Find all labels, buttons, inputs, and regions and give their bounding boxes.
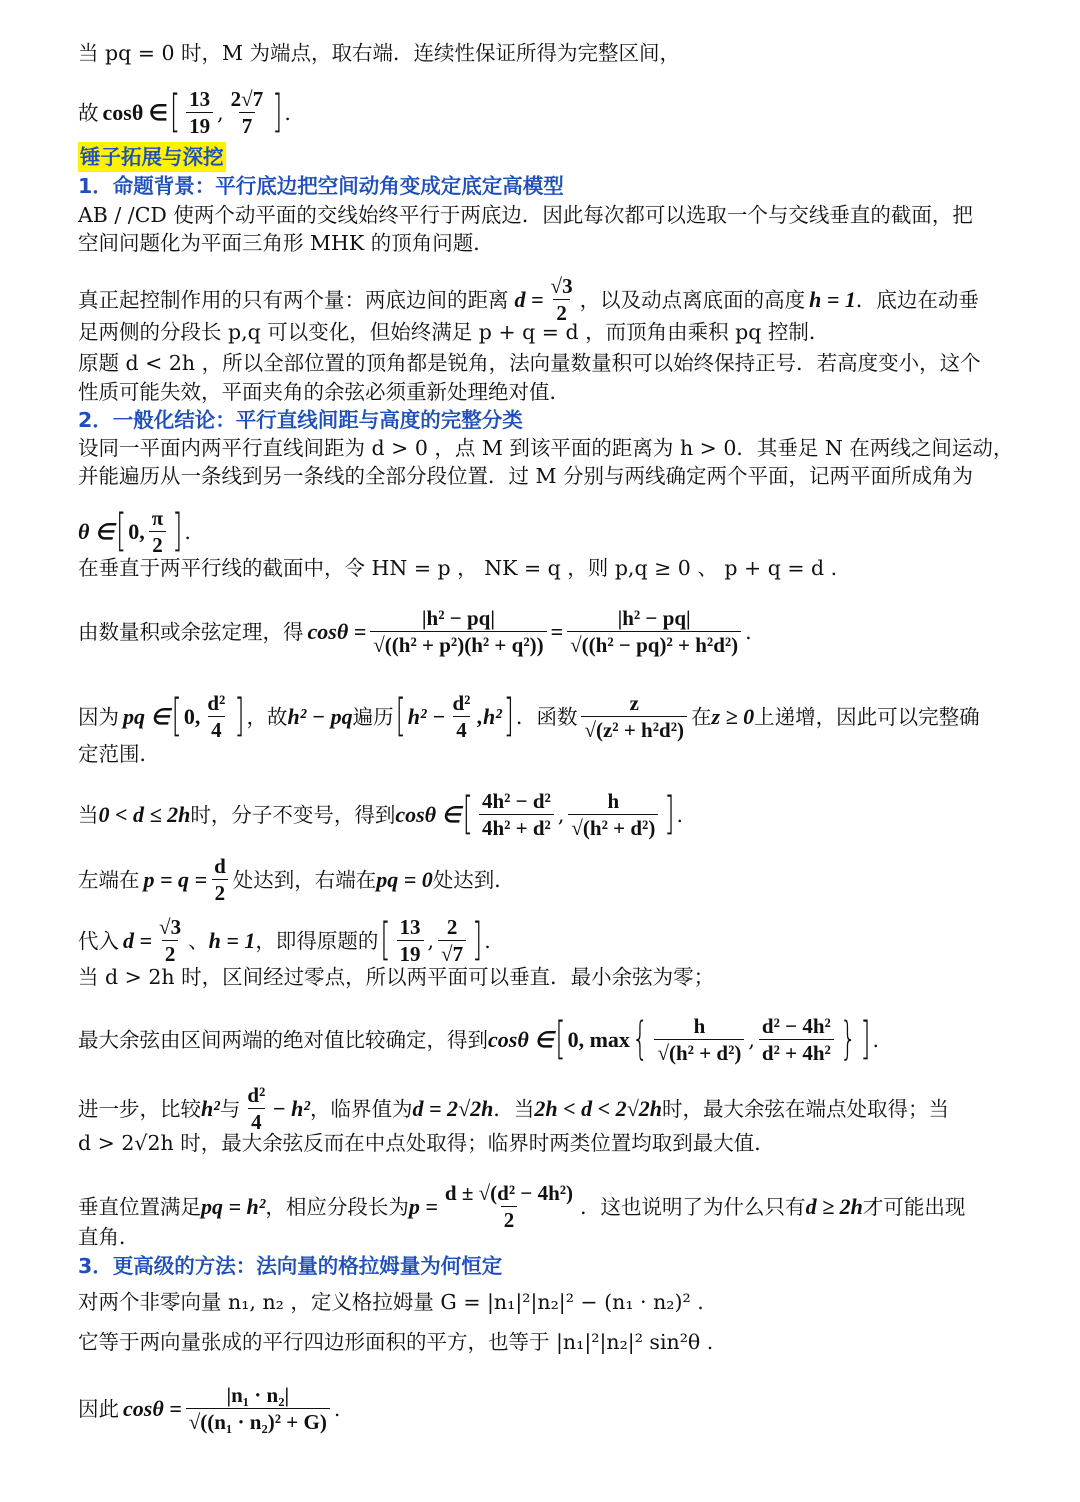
text-line (78, 853, 1038, 906)
text: . (484, 928, 491, 953)
fraction: $\frac{\text{d²}}{4}$ (207, 691, 226, 742)
heading-3: 3．更高级的方法：法向量的格拉姆量为何恒定 (78, 1254, 503, 1278)
fraction: $\frac{\text{d² − 4h²}}{\text{d² + 4h²}}$ (759, 1013, 834, 1066)
bracket: ] (272, 87, 283, 138)
text-line (78, 1222, 1038, 1252)
text-line (78, 739, 1038, 769)
bracket: } (839, 1014, 857, 1065)
math: h = 1 (809, 286, 856, 312)
text-line (78, 200, 1038, 230)
text-line (78, 461, 1038, 491)
text: . (745, 619, 752, 644)
text: . (872, 1027, 880, 1052)
math: z ≥ 0 (711, 703, 755, 729)
math: cosθ ∈ (488, 1026, 554, 1052)
math: d ≥ 2h (805, 1193, 863, 1219)
bracket: [ (171, 691, 182, 742)
text: ．函数 (515, 704, 578, 729)
text-line: 最大余弦由区间两端的绝对值比较确定，得到 cosθ ∈ [ 0, max { $\frac{h}{\text{√(h² + d²)}}$ , $\frac{\text{d² − 4h²}}{\text{d² + 4h²}}$ } ] . (78, 1014, 880, 1065)
section-heading (78, 1251, 1038, 1281)
fraction: $\frac{\text{d ± √(d² − 4h²)}}{2}$ (444, 1181, 574, 1232)
fraction: $\frac{\text{|h² − pq|}}{\text{√((h² + p²)(h² + q²))}}$ (370, 605, 546, 658)
text-line: 代入 d = $\frac{√3}{2}$ 、 h = 1 ，即得原题的 [ $\frac{13}{19}$ , $\frac{2}{√7}$ ] . (78, 915, 491, 966)
text: 真正起控制作用的只有两个量：两底边间的距离 (78, 287, 509, 312)
bracket: [ (116, 506, 127, 557)
text: ．当 (493, 1096, 535, 1121)
text: 在 (691, 704, 712, 729)
math: h² − (407, 703, 446, 729)
text: ，临界值为 (310, 1096, 413, 1121)
bracket: ] (664, 789, 675, 840)
math: 0, max (567, 1026, 630, 1052)
text-line (78, 1382, 1038, 1435)
fraction: $\frac{h}{\text{√(h² + d²)}}$ (568, 788, 658, 841)
text: ，以及动点离底面的高度 (579, 287, 806, 312)
math: p = q = (143, 866, 208, 892)
math: h² (201, 1095, 220, 1121)
bracket: [ (555, 1014, 566, 1065)
math: pq ∈ (123, 703, 170, 729)
text: . (184, 519, 191, 544)
text: 因此 (78, 1396, 119, 1421)
math: cosθ = (123, 1395, 182, 1421)
text: 当 d > 2h 时，区间经过零点，所以两平面可以垂直．最小余弦为零； (78, 965, 715, 989)
text: ．这也说明了为什么只有 (580, 1194, 806, 1219)
text: 遍历 (352, 704, 394, 729)
text: ．底边在动垂 (855, 287, 979, 312)
math: h = 1 (208, 927, 256, 953)
math: 0, (128, 518, 145, 544)
fraction: $\frac{\text{d²}}{4}$ (452, 691, 471, 742)
text-line: 故 cosθ ∈ [ $\frac{13}{19}$ , $\frac{2√7}{7}$ ] . (78, 87, 291, 138)
bracket: ] (472, 915, 483, 966)
bracket: [ (462, 789, 473, 840)
text: 处达到． (432, 867, 515, 892)
text: . (333, 1396, 341, 1421)
text-line (78, 553, 1038, 583)
math: pq = 0 (376, 866, 433, 892)
section-heading (78, 405, 1038, 435)
fraction: $\frac{h}{\text{√(h² + d²)}}$ (654, 1013, 744, 1066)
text: 由数量积或余弦定理，得 (78, 619, 304, 644)
text: 代入 (78, 928, 119, 953)
section-heading (78, 171, 1038, 201)
math: θ ∈ (78, 518, 115, 544)
bracket: [ (380, 915, 391, 966)
text: AB / /CD 使两个动平面的交线始终平行于两底边．因此每次都可以选取一个与交线垂直的截面，把 (78, 203, 973, 227)
fraction: $\frac{√3}{2}$ (159, 915, 182, 966)
text: 当 (78, 802, 99, 827)
text: d > 2√2h 时，最大余弦反而在中点处取得；临界时两类位置均取到最大值． (78, 1131, 775, 1155)
text: 在垂直于两平行线的截面中，令 HN = p ， NK = q ，则 p,q ≥ 0 、 p + q = d . (78, 556, 838, 580)
text: 最大余弦由区间两端的绝对值比较确定，得到 (78, 1027, 488, 1052)
text: 处达到，右端在 (232, 867, 377, 892)
text: 足两侧的分段长 p,q 可以变化，但始终满足 p + q = d ，而顶角由乘积 pq 控制． (78, 320, 830, 344)
math: d = (123, 927, 153, 953)
math: − h² (272, 1095, 310, 1121)
text: 直角． (78, 1225, 140, 1249)
text-line (78, 1128, 1038, 1158)
math: ,h² (477, 703, 502, 729)
bracket: [ (395, 691, 406, 742)
heading-1: 1．命题背景：平行底边把空间动角变成定底定高模型 (78, 174, 564, 198)
text-line (78, 1327, 1038, 1357)
text-line: 当 0 < d ≤ 2h 时，分子不变号，得到 cosθ ∈ [ $\frac{\text{4h² − d²}}{\text{4h² + d²}}$ , $\frac{h}{\text{√(h² + d²)}}$ ] . (78, 789, 684, 840)
text: 故 (78, 100, 99, 125)
text: 才可能出现 (862, 1194, 966, 1219)
math: = (550, 618, 564, 644)
fraction: $\frac{√3}{2}$ (550, 274, 573, 325)
text: 设同一平面内两平行直线间距为 d > 0 ，点 M 到该平面的距离为 h > 0．其垂足 N 在两线之间运动， (78, 436, 1014, 460)
heading-2: 2．一般化结论：平行直线间距与高度的完整分类 (78, 408, 523, 432)
fraction: $\frac{d}{2}$ (211, 853, 229, 906)
math: cosθ ∈ (395, 801, 461, 827)
fraction: $\frac{2}{√7}$ (438, 914, 466, 967)
section-highlight (78, 142, 1038, 172)
text-line (78, 433, 1038, 463)
fraction: $\frac{\text{|n₁ · n₂|}}{\text{√((n₁ · n₂)² + G)}}$ (186, 1382, 330, 1435)
fraction: $\frac{2√7}{7}$ (230, 87, 264, 138)
math: h² − pq (287, 703, 353, 729)
math: cosθ ∈ (102, 99, 168, 125)
text: ，即得原题的 (255, 928, 379, 953)
fraction: $\frac{\text{|h² − pq|}}{\text{√((h² − pq)² + h²d²)}}$ (567, 605, 741, 658)
bracket: { (631, 1014, 649, 1065)
bracket: [ (169, 87, 181, 138)
text-line (78, 1287, 1038, 1317)
text: 时，最大余弦在端点处取得；当 (661, 1096, 949, 1121)
math: d = (514, 286, 544, 312)
fraction: $\frac{\text{4h² − d²}}{\text{4h² + d²}}$ (479, 788, 554, 841)
text: 时，分子不变号，得到 (190, 802, 396, 827)
text-line (78, 962, 1038, 992)
text: 垂直位置满足 (78, 1194, 201, 1219)
highlight-heading: 锤子拓展与深挖 (78, 142, 226, 172)
text-line (78, 348, 1038, 378)
text: 进一步，比较 (78, 1096, 201, 1121)
math: d = 2√2h (412, 1095, 494, 1121)
text: . (676, 802, 684, 827)
math: pq = h² (201, 1193, 266, 1219)
text: 性质可能失效，平面夹角的余弦必须重新处理绝对值． (78, 380, 570, 404)
fraction: $\frac{z}{\text{√(z² + h²d²)}}$ (581, 690, 687, 743)
bracket: ] (172, 506, 183, 557)
text-line (78, 317, 1038, 347)
text: . (284, 100, 291, 125)
text: 对两个非零向量 n₁, n₂ ，定义格拉姆量 G = |n₁|²|n₂|² − (n₁ · n₂)² . (78, 1290, 704, 1314)
math: 0, (183, 703, 201, 729)
math: p = (408, 1193, 438, 1219)
math: cosθ = (307, 618, 367, 644)
bracket: ] (234, 691, 245, 742)
text-line (78, 228, 1038, 258)
text: 当 pq = 0 时，M 为端点，取右端．连续性保证所得为完整区间， (78, 41, 681, 65)
text: 它等于两向量张成的平行四边形面积的平方，也等于 |n₁|²|n₂|² sin²θ . (78, 1330, 714, 1354)
text: 因为 (78, 704, 119, 729)
text: 与 (219, 1096, 241, 1121)
bracket: ] (860, 1014, 871, 1065)
text: 定范围． (78, 742, 160, 766)
fraction: $\frac{13}{19}$ (186, 86, 213, 139)
text-line (78, 377, 1038, 407)
text: 空间问题化为平面三角形 MHK 的顶角问题． (78, 231, 494, 255)
text: 原题 d < 2h ，所以全部位置的顶角都是锐角，法向量数量积可以始终保持正号．若高度变小，这个 (78, 351, 981, 375)
fraction: $\frac{\pi}{2}$ (149, 505, 167, 558)
text: 、 (188, 928, 209, 953)
text: 并能遍历从一条线到另一条线的全部分段位置．过 M 分别与两线确定两个平面，记两平面所成角为 (78, 464, 974, 488)
fraction: $\frac{13}{19}$ (397, 914, 424, 967)
fraction: $\frac{\text{d²}}{4}$ (247, 1083, 266, 1134)
bracket: ] (503, 691, 514, 742)
text: ，故 (246, 704, 288, 729)
text-line (78, 505, 1038, 558)
text: 左端在 (78, 867, 140, 892)
text-line (78, 605, 1038, 658)
text: 上递增，因此可以完整确 (754, 704, 980, 729)
text: ，相应分段长为 (265, 1194, 409, 1219)
math: 0 < d ≤ 2h (98, 801, 191, 827)
math: 2h < d < 2√2h (534, 1095, 662, 1121)
text-line (78, 38, 1038, 68)
text-line (78, 690, 1038, 743)
